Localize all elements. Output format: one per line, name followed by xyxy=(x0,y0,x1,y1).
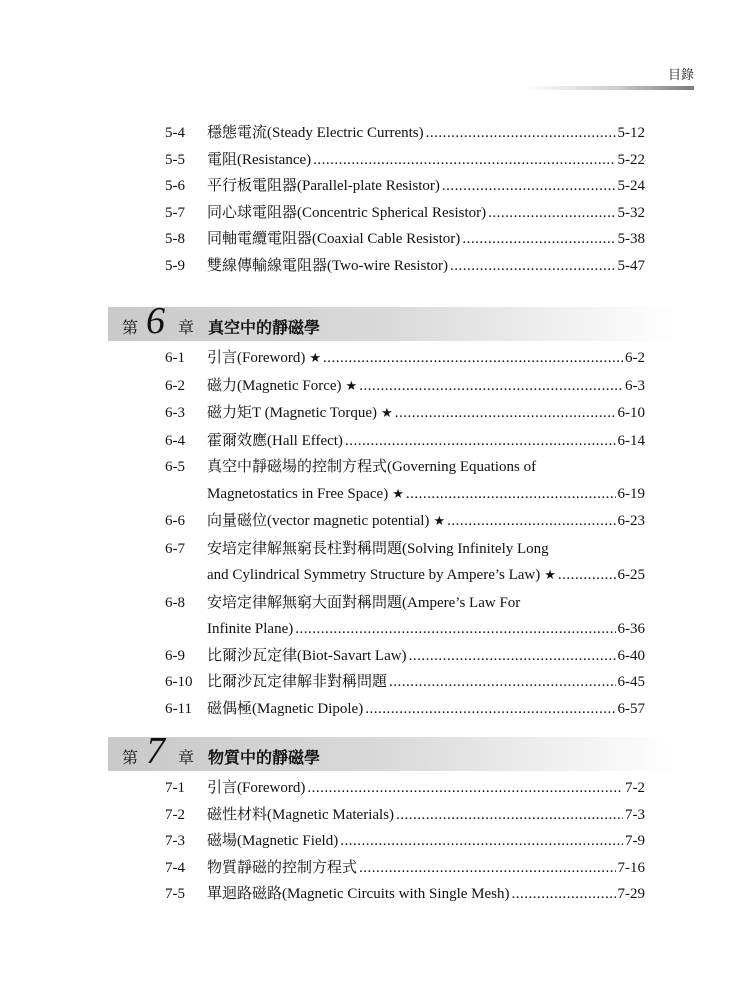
toc-entry[interactable] xyxy=(165,253,645,280)
toc-entry[interactable] xyxy=(165,508,645,536)
dot-leader xyxy=(307,775,623,802)
entry-page: 6-2 xyxy=(625,350,645,366)
toc-list-chapter-6 xyxy=(165,345,645,722)
star-icon: ★ xyxy=(433,514,446,529)
dot-leader xyxy=(511,881,615,908)
toc-entry[interactable] xyxy=(165,828,645,855)
chapter-prefix: 第 xyxy=(122,748,139,767)
entry-page: 7-2 xyxy=(625,780,645,796)
entry-page: 6-36 xyxy=(617,621,645,637)
dot-leader xyxy=(558,562,616,589)
entry-number: 6-1 xyxy=(165,350,185,366)
entry-number: 5-6 xyxy=(165,178,185,194)
toc-entry[interactable] xyxy=(165,345,645,373)
entry-number: 6-2 xyxy=(165,377,185,394)
dot-leader xyxy=(442,173,616,200)
dot-leader xyxy=(365,696,615,723)
chapter-title: 物質中的靜磁學 xyxy=(208,748,321,767)
entry-title: 單迴路磁路(Magnetic Circuits with Single Mesh) xyxy=(207,886,510,902)
entry-title: 安培定律解無窮長柱對稱問題(Solving Infinitely Long xyxy=(207,540,549,557)
dot-leader xyxy=(488,200,615,227)
dot-leader xyxy=(447,508,615,535)
entry-number: 6-11 xyxy=(165,700,192,717)
chapter-number: 7 xyxy=(146,730,165,772)
entry-number: 5-5 xyxy=(165,151,185,168)
toc-entry[interactable] xyxy=(165,373,645,401)
header-rule xyxy=(524,86,694,90)
toc-entry[interactable] xyxy=(165,590,645,643)
running-head: 目錄 xyxy=(667,68,694,83)
star-icon: ★ xyxy=(345,378,358,394)
entry-page: 5-38 xyxy=(617,231,645,247)
entry-page: 5-24 xyxy=(617,178,645,194)
toc-entry[interactable] xyxy=(165,536,645,590)
entry-number: 5-8 xyxy=(165,231,185,247)
dot-leader xyxy=(323,345,623,372)
entry-title: 引言(Foreword) xyxy=(207,350,306,366)
entry-number: 6-9 xyxy=(165,647,185,664)
star-icon: ★ xyxy=(392,486,404,502)
toc-entry[interactable] xyxy=(165,643,645,670)
star-icon: ★ xyxy=(309,351,321,366)
entry-number: 6-10 xyxy=(165,674,193,690)
dot-leader xyxy=(406,481,616,508)
entry-page: 5-32 xyxy=(617,204,645,221)
toc-entry[interactable] xyxy=(165,173,645,200)
entry-page: 7-16 xyxy=(617,859,645,876)
entry-page: 6-40 xyxy=(617,647,645,664)
star-icon: ★ xyxy=(544,568,556,583)
entry-number: 6-4 xyxy=(165,432,185,449)
entry-number: 7-1 xyxy=(165,780,185,796)
entry-number: 7-5 xyxy=(165,886,185,902)
entry-title: 比爾沙瓦定律(Biot-Savart Law) xyxy=(207,647,407,664)
toc-entry[interactable] xyxy=(165,775,645,802)
entry-page: 6-25 xyxy=(617,567,645,583)
entry-page: 6-57 xyxy=(617,700,645,717)
toc-entry[interactable] xyxy=(165,147,645,174)
entry-title: 同軸電纜電阻器(Coaxial Cable Resistor) xyxy=(207,231,461,247)
entry-title: 磁場(Magnetic Field) xyxy=(207,833,339,849)
entry-number: 6-5 xyxy=(165,459,185,475)
entry-number: 6-6 xyxy=(165,513,185,529)
toc-list-chapter-5 xyxy=(165,120,645,279)
dot-leader xyxy=(396,802,623,829)
toc-entry[interactable] xyxy=(165,200,645,227)
entry-number: 7-3 xyxy=(165,833,185,849)
entry-title: 磁性材料(Magnetic Materials) xyxy=(207,806,395,823)
entry-title-continued: Magnetostatics in Free Space) xyxy=(207,485,389,502)
entry-title: 比爾沙瓦定律解非對稱問題 xyxy=(207,674,388,690)
entry-page: 5-12 xyxy=(617,125,645,141)
dot-leader xyxy=(313,147,615,174)
entry-number: 5-9 xyxy=(165,257,185,274)
entry-title: 安培定律解無窮大面對稱問題(Ampere’s Law For xyxy=(207,594,521,611)
toc-entry[interactable] xyxy=(165,855,645,882)
toc-entry[interactable] xyxy=(165,802,645,829)
entry-page: 6-19 xyxy=(617,485,645,502)
toc-list-chapter-7 xyxy=(165,775,645,908)
entry-title: 磁力矩T (Magnetic Torque) xyxy=(207,405,378,421)
toc-entry[interactable] xyxy=(165,120,645,147)
entry-page: 6-3 xyxy=(625,377,645,394)
entry-title: 同心球電阻器(Concentric Spherical Resistor) xyxy=(207,204,487,221)
entry-title: 磁力(Magnetic Force) xyxy=(207,377,342,394)
entry-title: 引言(Foreword) xyxy=(207,780,306,796)
toc-entry[interactable] xyxy=(165,428,645,455)
entry-title: 平行板電阻器(Parallel-plate Resistor) xyxy=(207,178,440,194)
chapter-prefix: 第 xyxy=(122,318,139,337)
toc-entry[interactable] xyxy=(165,696,645,723)
toc-entry[interactable] xyxy=(165,226,645,253)
dot-leader xyxy=(359,855,615,882)
entry-page: 7-29 xyxy=(617,886,645,902)
entry-number: 5-4 xyxy=(165,125,185,141)
star-icon: ★ xyxy=(381,406,393,421)
entry-number: 7-2 xyxy=(165,806,185,823)
entry-page: 5-47 xyxy=(617,257,645,274)
toc-entry[interactable] xyxy=(165,881,645,908)
entry-number: 7-4 xyxy=(165,859,185,876)
entry-page: 6-45 xyxy=(617,674,645,690)
entry-title-continued: and Cylindrical Symmetry Structure by Ampere’s Law) xyxy=(207,567,541,583)
toc-entry[interactable] xyxy=(165,669,645,696)
toc-entry[interactable] xyxy=(165,454,645,508)
entry-title: 磁偶極(Magnetic Dipole) xyxy=(207,700,364,717)
dot-leader xyxy=(359,373,623,400)
chapter-suffix: 章 xyxy=(178,748,195,767)
dot-leader xyxy=(450,253,615,280)
entry-title-continued: Infinite Plane) xyxy=(207,621,294,637)
dot-leader xyxy=(295,616,615,643)
toc-entry[interactable] xyxy=(165,400,645,428)
entry-page: 7-9 xyxy=(625,833,645,849)
chapter-7-heading xyxy=(108,730,678,772)
dot-leader xyxy=(395,400,616,427)
dot-leader xyxy=(345,428,616,455)
entry-number: 6-7 xyxy=(165,540,185,557)
entry-page: 6-23 xyxy=(617,513,645,529)
entry-title: 霍爾效應(Hall Effect) xyxy=(207,432,343,449)
entry-title: 物質靜磁的控制方程式 xyxy=(207,859,358,876)
entry-number: 6-3 xyxy=(165,405,185,421)
dot-leader xyxy=(462,226,615,253)
dot-leader xyxy=(409,643,616,670)
entry-page: 6-10 xyxy=(617,405,645,421)
entry-title: 向量磁位(vector magnetic potential) xyxy=(207,513,430,529)
entry-page: 5-22 xyxy=(617,151,645,168)
entry-number: 6-8 xyxy=(165,594,185,611)
dot-leader xyxy=(340,828,623,855)
entry-page: 7-3 xyxy=(625,806,645,823)
chapter-6-heading xyxy=(108,300,678,342)
dot-leader xyxy=(389,669,615,696)
entry-page: 6-14 xyxy=(617,432,645,449)
chapter-number: 6 xyxy=(146,300,165,342)
entry-title: 雙線傳輸線電阻器(Two-wire Resistor) xyxy=(207,257,449,274)
dot-leader xyxy=(426,120,616,147)
chapter-suffix: 章 xyxy=(178,318,195,337)
entry-title: 穩態電流(Steady Electric Currents) xyxy=(207,125,424,141)
entry-number: 5-7 xyxy=(165,204,185,221)
entry-title: 真空中靜磁場的控制方程式(Governing Equations of xyxy=(207,459,537,475)
entry-title: 電阻(Resistance) xyxy=(207,151,312,168)
chapter-title: 真空中的靜磁學 xyxy=(208,318,321,337)
